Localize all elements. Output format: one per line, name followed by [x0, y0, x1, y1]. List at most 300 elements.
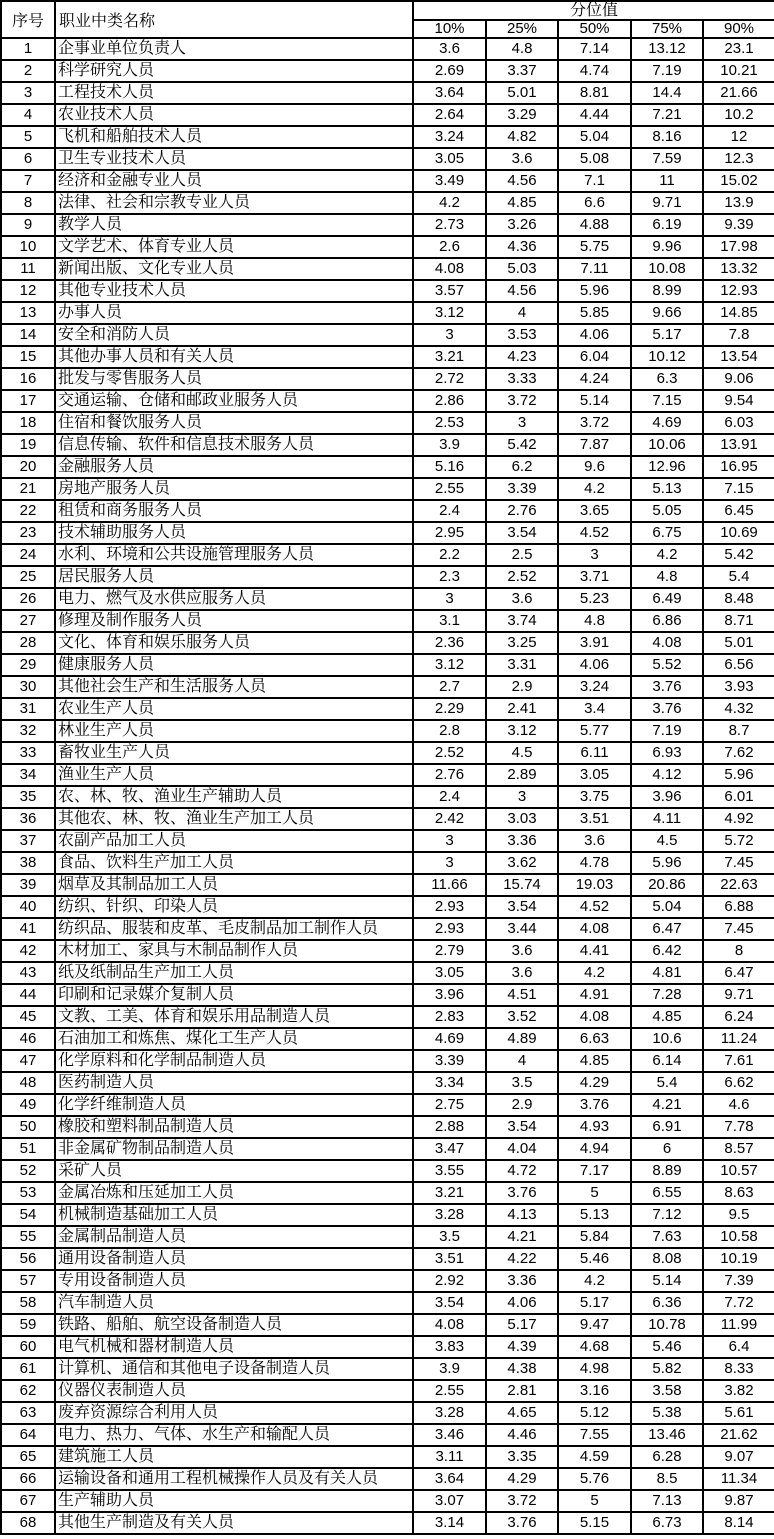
percentile-value-cell: 3.24	[413, 126, 486, 148]
percentile-value-cell: 2.7	[413, 676, 486, 698]
percentile-value-cell: 4.08	[413, 258, 486, 280]
table-row	[1, 1314, 774, 1336]
occupation-name-cell: 林业生产人员	[55, 720, 413, 742]
row-index-cell: 58	[1, 1292, 55, 1314]
occupation-name-cell: 文教、工美、体育和娱乐用品制造人员	[55, 1006, 413, 1028]
percentile-value-cell: 2.76	[413, 764, 486, 786]
percentile-value-cell: 2.36	[413, 632, 486, 654]
row-index-cell: 13	[1, 302, 55, 324]
percentile-value-cell: 3.72	[486, 390, 558, 412]
percentile-value-cell: 13.91	[703, 434, 774, 456]
occupation-name-cell: 修理及制作服务人员	[55, 610, 413, 632]
row-index-cell: 59	[1, 1314, 55, 1336]
occupation-name-cell: 其他生产制造及有关人员	[55, 1512, 413, 1534]
percentile-value-cell: 3.72	[486, 1490, 558, 1512]
percentile-value-cell: 6.36	[631, 1292, 703, 1314]
percentile-value-cell: 21.62	[703, 1424, 774, 1446]
percentile-value-cell: 4.2	[558, 478, 631, 500]
percentile-value-cell: 7.39	[703, 1270, 774, 1292]
percentile-value-cell: 10.06	[631, 434, 703, 456]
percentile-header-50: 50%	[558, 20, 631, 38]
table-row	[1, 874, 774, 896]
percentile-value-cell: 19.03	[558, 874, 631, 896]
percentile-value-cell: 3.76	[486, 1512, 558, 1534]
percentile-value-cell: 4.6	[703, 1094, 774, 1116]
percentile-value-cell: 3.12	[413, 302, 486, 324]
occupation-name-cell: 健康服务人员	[55, 654, 413, 676]
percentile-value-cell: 9.06	[703, 368, 774, 390]
row-index-cell: 67	[1, 1490, 55, 1512]
table-row	[1, 808, 774, 830]
percentile-value-cell: 4.44	[558, 104, 631, 126]
percentile-value-cell: 8.63	[703, 1182, 774, 1204]
percentile-value-cell: 5.05	[631, 500, 703, 522]
occupation-name-cell: 医药制造人员	[55, 1072, 413, 1094]
occupation-name-cell: 文化、体育和娱乐服务人员	[55, 632, 413, 654]
percentile-value-cell: 3.76	[486, 1182, 558, 1204]
percentile-value-cell: 8.89	[631, 1160, 703, 1182]
table-row	[1, 984, 774, 1006]
table-row	[1, 918, 774, 940]
percentile-value-cell: 3.03	[486, 808, 558, 830]
table-row	[1, 610, 774, 632]
percentile-value-cell: 7.15	[631, 390, 703, 412]
percentile-value-cell: 3.33	[486, 368, 558, 390]
row-index-cell: 21	[1, 478, 55, 500]
percentile-value-cell: 4.85	[486, 192, 558, 214]
row-index-cell: 43	[1, 962, 55, 984]
row-index-cell: 46	[1, 1028, 55, 1050]
percentile-value-cell: 4.8	[631, 566, 703, 588]
table-row	[1, 478, 774, 500]
percentile-value-cell: 9.07	[703, 1446, 774, 1468]
percentile-value-cell: 3.6	[486, 148, 558, 170]
table-row	[1, 346, 774, 368]
percentile-value-cell: 3	[413, 324, 486, 346]
percentile-value-cell: 5.17	[486, 1314, 558, 1336]
percentile-value-cell: 6.4	[703, 1336, 774, 1358]
percentile-value-cell: 4.65	[486, 1402, 558, 1424]
occupation-name-cell: 橡胶和塑料制品制造人员	[55, 1116, 413, 1138]
percentile-value-cell: 4.2	[558, 1270, 631, 1292]
table-row	[1, 412, 774, 434]
percentile-value-cell: 5.52	[631, 654, 703, 676]
percentile-value-cell: 5.03	[486, 258, 558, 280]
percentile-value-cell: 3	[413, 852, 486, 874]
percentile-value-cell: 6.63	[558, 1028, 631, 1050]
occupation-name-cell: 仪器仪表制造人员	[55, 1380, 413, 1402]
table-row	[1, 632, 774, 654]
percentile-value-cell: 9.71	[703, 984, 774, 1006]
table-row	[1, 654, 774, 676]
occupation-name-cell: 畜牧业生产人员	[55, 742, 413, 764]
row-index-cell: 14	[1, 324, 55, 346]
percentile-value-cell: 6.6	[558, 192, 631, 214]
percentile-value-cell: 4	[486, 1050, 558, 1072]
percentile-value-cell: 7.8	[703, 324, 774, 346]
occupation-name-cell: 办事人员	[55, 302, 413, 324]
percentile-header-10: 10%	[413, 20, 486, 38]
percentile-value-cell: 3.62	[486, 852, 558, 874]
percentile-value-cell: 4.85	[558, 1050, 631, 1072]
percentile-value-cell: 11.34	[703, 1468, 774, 1490]
row-index-cell: 28	[1, 632, 55, 654]
percentile-value-cell: 3	[413, 830, 486, 852]
table-row	[1, 566, 774, 588]
percentile-value-cell: 5.16	[413, 456, 486, 478]
percentile-value-cell: 3.9	[413, 1358, 486, 1380]
row-index-cell: 18	[1, 412, 55, 434]
percentile-value-cell: 3.28	[413, 1402, 486, 1424]
row-index-cell: 39	[1, 874, 55, 896]
table-row	[1, 1292, 774, 1314]
percentile-value-cell: 4.52	[558, 896, 631, 918]
percentile-value-cell: 4.52	[558, 522, 631, 544]
percentile-value-cell: 9.39	[703, 214, 774, 236]
row-index-cell: 27	[1, 610, 55, 632]
table-row	[1, 676, 774, 698]
percentile-value-cell: 12.3	[703, 148, 774, 170]
percentile-value-cell: 5.12	[558, 1402, 631, 1424]
row-index-cell: 48	[1, 1072, 55, 1094]
percentile-value-cell: 6.47	[703, 962, 774, 984]
percentile-value-cell: 4.41	[558, 940, 631, 962]
percentile-value-cell: 3.21	[413, 1182, 486, 1204]
percentile-value-cell: 2.9	[486, 1094, 558, 1116]
percentile-value-cell: 8.57	[703, 1138, 774, 1160]
table-row	[1, 786, 774, 808]
row-index-cell: 40	[1, 896, 55, 918]
percentile-value-cell: 6.93	[631, 742, 703, 764]
table-row	[1, 1116, 774, 1138]
index-column-header: 序号	[1, 1, 55, 38]
percentile-value-cell: 8.71	[703, 610, 774, 632]
percentile-value-cell: 5.14	[631, 1270, 703, 1292]
occupation-name-cell: 农业技术人员	[55, 104, 413, 126]
occupation-name-cell: 安全和消防人员	[55, 324, 413, 346]
percentile-value-cell: 5.08	[558, 148, 631, 170]
row-index-cell: 8	[1, 192, 55, 214]
percentile-value-cell: 6.73	[631, 1512, 703, 1534]
percentile-value-cell: 3.64	[413, 1468, 486, 1490]
percentile-value-cell: 3.12	[413, 654, 486, 676]
percentile-value-cell: 3.91	[558, 632, 631, 654]
row-index-cell: 3	[1, 82, 55, 104]
table-row	[1, 126, 774, 148]
percentile-value-cell: 22.63	[703, 874, 774, 896]
occupation-name-cell: 生产辅助人员	[55, 1490, 413, 1512]
percentile-value-cell: 4.81	[631, 962, 703, 984]
occupation-name-cell: 房地产服务人员	[55, 478, 413, 500]
occupation-name-cell: 金融服务人员	[55, 456, 413, 478]
percentile-value-cell: 6.03	[703, 412, 774, 434]
percentile-value-cell: 2.52	[413, 742, 486, 764]
row-index-cell: 50	[1, 1116, 55, 1138]
percentile-value-cell: 3.64	[413, 82, 486, 104]
occupation-name-cell: 工程技术人员	[55, 82, 413, 104]
percentile-value-cell: 7.45	[703, 852, 774, 874]
row-index-cell: 66	[1, 1468, 55, 1490]
percentile-value-cell: 4.56	[486, 170, 558, 192]
occupation-name-cell: 文学艺术、体育专业人员	[55, 236, 413, 258]
row-index-cell: 2	[1, 60, 55, 82]
percentile-value-cell: 4.78	[558, 852, 631, 874]
percentile-value-cell: 14.85	[703, 302, 774, 324]
percentile-value-cell: 11	[631, 170, 703, 192]
percentile-value-cell: 3.5	[486, 1072, 558, 1094]
percentile-value-cell: 6.01	[703, 786, 774, 808]
percentile-value-cell: 4.29	[558, 1072, 631, 1094]
percentile-value-cell: 3.54	[486, 896, 558, 918]
row-index-cell: 5	[1, 126, 55, 148]
occupation-name-cell: 印刷和记录媒介复制人员	[55, 984, 413, 1006]
row-index-cell: 24	[1, 544, 55, 566]
table-row	[1, 830, 774, 852]
row-index-cell: 12	[1, 280, 55, 302]
percentile-value-cell: 4.11	[631, 808, 703, 830]
row-index-cell: 61	[1, 1358, 55, 1380]
percentile-value-cell: 10.69	[703, 522, 774, 544]
percentile-value-cell: 7.12	[631, 1204, 703, 1226]
percentile-value-cell: 20.86	[631, 874, 703, 896]
occupation-name-cell: 技术辅助服务人员	[55, 522, 413, 544]
percentile-value-cell: 5.4	[703, 566, 774, 588]
row-index-cell: 49	[1, 1094, 55, 1116]
table-row	[1, 1270, 774, 1292]
percentile-value-cell: 3.05	[558, 764, 631, 786]
row-index-cell: 41	[1, 918, 55, 940]
percentile-value-cell: 8.33	[703, 1358, 774, 1380]
table-row	[1, 1248, 774, 1270]
occupation-name-cell: 非金属矿物制品制造人员	[55, 1138, 413, 1160]
percentile-value-cell: 2.72	[413, 368, 486, 390]
percentile-value-cell: 2.52	[486, 566, 558, 588]
percentile-value-cell: 5.42	[703, 544, 774, 566]
row-index-cell: 4	[1, 104, 55, 126]
percentile-value-cell: 4.91	[558, 984, 631, 1006]
percentile-value-cell: 7.28	[631, 984, 703, 1006]
row-index-cell: 20	[1, 456, 55, 478]
percentile-value-cell: 3.9	[413, 434, 486, 456]
percentile-value-cell: 4.92	[703, 808, 774, 830]
row-index-cell: 36	[1, 808, 55, 830]
percentile-value-cell: 7.87	[558, 434, 631, 456]
percentile-value-cell: 6.04	[558, 346, 631, 368]
percentile-value-cell: 2.75	[413, 1094, 486, 1116]
row-index-cell: 9	[1, 214, 55, 236]
percentile-value-cell: 3.65	[558, 500, 631, 522]
percentile-value-cell: 4.2	[631, 544, 703, 566]
percentile-value-cell: 2.53	[413, 412, 486, 434]
occupation-name-cell: 农、林、牧、渔业生产辅助人员	[55, 786, 413, 808]
percentile-value-cell: 4.21	[631, 1094, 703, 1116]
occupation-name-cell: 纺织品、服装和皮革、毛皮制品加工制作人员	[55, 918, 413, 940]
percentile-value-cell: 7.62	[703, 742, 774, 764]
percentile-value-cell: 2.55	[413, 478, 486, 500]
row-index-cell: 29	[1, 654, 55, 676]
percentile-value-cell: 2.9	[486, 676, 558, 698]
percentile-value-cell: 3.54	[413, 1292, 486, 1314]
row-index-cell: 33	[1, 742, 55, 764]
percentile-value-cell: 2.8	[413, 720, 486, 742]
percentile-value-cell: 12.96	[631, 456, 703, 478]
occupation-name-cell: 电力、燃气及水供应服务人员	[55, 588, 413, 610]
occupation-name-cell: 飞机和船舶技术人员	[55, 126, 413, 148]
percentile-value-cell: 4.68	[558, 1336, 631, 1358]
percentile-value-cell: 8.7	[703, 720, 774, 742]
percentile-value-cell: 17.98	[703, 236, 774, 258]
percentile-value-cell: 4.5	[486, 742, 558, 764]
percentile-header-25: 25%	[486, 20, 558, 38]
percentile-value-cell: 3.72	[558, 412, 631, 434]
percentile-value-cell: 3.39	[413, 1050, 486, 1072]
table-row	[1, 1468, 774, 1490]
occupation-name-cell: 金属冶炼和压延加工人员	[55, 1182, 413, 1204]
percentile-value-cell: 7.15	[703, 478, 774, 500]
percentile-value-cell: 4.22	[486, 1248, 558, 1270]
percentile-value-cell: 8	[703, 940, 774, 962]
percentile-value-cell: 4	[486, 302, 558, 324]
table-row	[1, 390, 774, 412]
percentile-value-cell: 4.06	[558, 324, 631, 346]
row-index-cell: 31	[1, 698, 55, 720]
occupation-name-cell: 木材加工、家具与木制品制作人员	[55, 940, 413, 962]
percentile-value-cell: 5	[558, 1182, 631, 1204]
percentile-value-cell: 5.75	[558, 236, 631, 258]
percentile-value-cell: 11.24	[703, 1028, 774, 1050]
percentile-value-cell: 14.4	[631, 82, 703, 104]
percentile-value-cell: 13.12	[631, 38, 703, 60]
row-index-cell: 15	[1, 346, 55, 368]
percentile-value-cell: 10.6	[631, 1028, 703, 1050]
row-index-cell: 57	[1, 1270, 55, 1292]
percentile-value-cell: 4.51	[486, 984, 558, 1006]
percentile-value-cell: 3.6	[486, 588, 558, 610]
percentile-value-cell: 15.74	[486, 874, 558, 896]
percentile-value-cell: 5.76	[558, 1468, 631, 1490]
percentile-value-cell: 2.93	[413, 896, 486, 918]
table-row	[1, 742, 774, 764]
table-row	[1, 896, 774, 918]
table-row	[1, 1490, 774, 1512]
occupation-name-cell: 交通运输、仓储和邮政业服务人员	[55, 390, 413, 412]
percentile-value-cell: 6.45	[703, 500, 774, 522]
percentile-value-cell: 13.9	[703, 192, 774, 214]
occupation-name-cell: 水利、环境和公共设施管理服务人员	[55, 544, 413, 566]
table-row	[1, 258, 774, 280]
percentile-value-cell: 9.6	[558, 456, 631, 478]
percentile-value-cell: 3	[558, 544, 631, 566]
percentile-value-cell: 4.74	[558, 60, 631, 82]
percentile-value-cell: 5.04	[558, 126, 631, 148]
row-index-cell: 6	[1, 148, 55, 170]
percentile-value-cell: 3.26	[486, 214, 558, 236]
percentile-value-cell: 3.29	[486, 104, 558, 126]
percentile-value-cell: 3.53	[486, 324, 558, 346]
percentile-value-cell: 3.31	[486, 654, 558, 676]
percentile-value-cell: 4.2	[558, 962, 631, 984]
percentile-value-cell: 5.96	[631, 852, 703, 874]
percentile-value-cell: 5.23	[558, 588, 631, 610]
percentile-value-cell: 3.83	[413, 1336, 486, 1358]
percentile-value-cell: 2.42	[413, 808, 486, 830]
table-row	[1, 698, 774, 720]
row-index-cell: 7	[1, 170, 55, 192]
percentile-value-cell: 4.12	[631, 764, 703, 786]
table-row	[1, 324, 774, 346]
percentile-value-cell: 4.08	[413, 1314, 486, 1336]
percentile-value-cell: 2.41	[486, 698, 558, 720]
occupation-name-column-header: 职业中类名称	[55, 1, 413, 38]
percentile-value-cell: 3.51	[558, 808, 631, 830]
percentile-value-cell: 3.28	[413, 1204, 486, 1226]
percentile-value-cell: 7.45	[703, 918, 774, 940]
row-index-cell: 53	[1, 1182, 55, 1204]
percentile-value-cell: 6.42	[631, 940, 703, 962]
table-row	[1, 1072, 774, 1094]
percentile-value-cell: 6.56	[703, 654, 774, 676]
percentile-value-cell: 2.5	[486, 544, 558, 566]
percentile-value-cell: 3.34	[413, 1072, 486, 1094]
table-row	[1, 720, 774, 742]
occupation-name-cell: 其他农、林、牧、渔业生产加工人员	[55, 808, 413, 830]
row-index-cell: 25	[1, 566, 55, 588]
table-row	[1, 588, 774, 610]
percentile-value-cell: 10.08	[631, 258, 703, 280]
percentile-value-cell: 3.12	[486, 720, 558, 742]
percentile-value-cell: 7.19	[631, 720, 703, 742]
occupation-name-cell: 化学原料和化学制品制造人员	[55, 1050, 413, 1072]
percentile-value-cell: 3.16	[558, 1380, 631, 1402]
percentile-value-cell: 3.71	[558, 566, 631, 588]
occupation-name-cell: 企事业单位负责人	[55, 38, 413, 60]
percentile-value-cell: 8.99	[631, 280, 703, 302]
occupation-name-cell: 电气机械和器材制造人员	[55, 1336, 413, 1358]
percentile-value-cell: 5.17	[558, 1292, 631, 1314]
percentile-value-cell: 2.79	[413, 940, 486, 962]
table-row	[1, 456, 774, 478]
row-index-cell: 56	[1, 1248, 55, 1270]
percentile-value-cell: 10.12	[631, 346, 703, 368]
percentile-value-cell: 2.29	[413, 698, 486, 720]
percentile-value-cell: 7.11	[558, 258, 631, 280]
occupation-name-cell: 电力、热力、气体、水生产和输配人员	[55, 1424, 413, 1446]
row-index-cell: 47	[1, 1050, 55, 1072]
percentile-value-cell: 3.55	[413, 1160, 486, 1182]
percentile-value-cell: 5.46	[631, 1336, 703, 1358]
percentile-value-cell: 4.56	[486, 280, 558, 302]
percentile-value-cell: 4.39	[486, 1336, 558, 1358]
table-row	[1, 1358, 774, 1380]
percentile-value-cell: 5.96	[703, 764, 774, 786]
percentile-value-cell: 15.02	[703, 170, 774, 192]
occupation-name-cell: 通用设备制造人员	[55, 1248, 413, 1270]
table-row	[1, 1402, 774, 1424]
percentile-value-cell: 7.1	[558, 170, 631, 192]
percentile-value-cell: 5.82	[631, 1358, 703, 1380]
occupation-name-cell: 废弃资源综合利用人员	[55, 1402, 413, 1424]
occupation-name-cell: 科学研究人员	[55, 60, 413, 82]
occupation-name-cell: 机械制造基础加工人员	[55, 1204, 413, 1226]
percentile-value-cell: 3.47	[413, 1138, 486, 1160]
percentile-value-cell: 3.54	[486, 1116, 558, 1138]
percentile-value-cell: 3.6	[413, 38, 486, 60]
table-row	[1, 368, 774, 390]
row-index-cell: 30	[1, 676, 55, 698]
table-row	[1, 1424, 774, 1446]
percentile-value-cell: 13.46	[631, 1424, 703, 1446]
percentile-value-cell: 3.24	[558, 676, 631, 698]
